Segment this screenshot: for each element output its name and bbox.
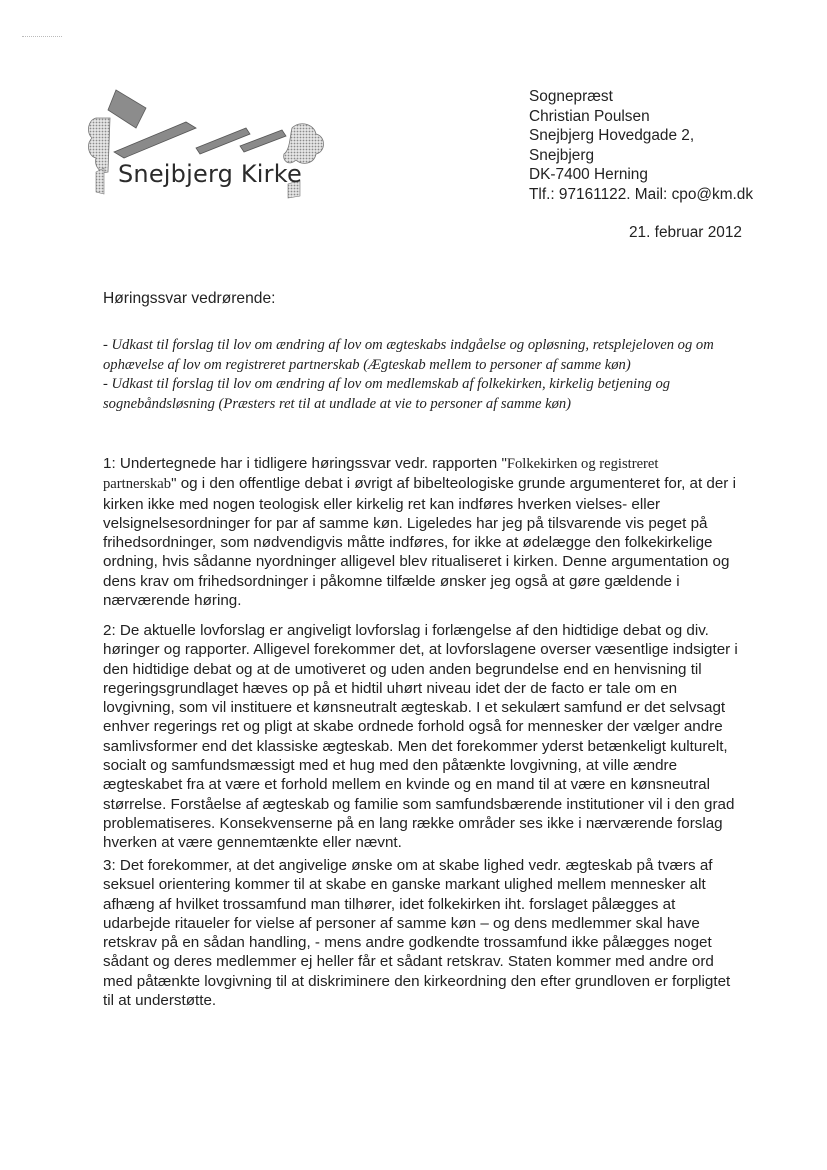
paragraph-line: hverken at være gennemtænkte eller nævnt. (103, 834, 402, 852)
report-title-part: partnerskab (103, 476, 172, 493)
paragraph-line: ægteskabet fra at være et forhold mellem en kvinde og en mand til at være en kønsneutral (103, 776, 710, 794)
paragraph-text: 1: Undertegnede har i tidligere høringssvar vedr. rapporten " (103, 455, 507, 472)
sender-town: Snejbjerg (529, 146, 595, 164)
subject-item-line: - Udkast til forslag til lov om ændring af lov om ægteskabs indgåelse og opløsning, retsplejeloven og om (103, 337, 714, 353)
paragraph-line: regeringsgrundlaget hæves op på et hidtil uhørt niveau idet der de facto er tale om en (103, 679, 678, 697)
paragraph-line (103, 474, 763, 494)
paragraph-1 (103, 454, 763, 610)
paragraph-line: høringer og rapporter. Alligevel forekommer det, at lovforslagene overser væsentlige indsigter i (103, 641, 738, 659)
paragraph-line: samlivsformer end det klassiske ægteskab. Men det forekommer yderst betænkeligt kulturelt, (103, 737, 728, 755)
paragraph-line: retskrav på en sådan handling, - mens andre godkendte trossamfund ikke pålægges noget (103, 934, 712, 952)
paragraph-line: sådant og deres medlemmer ej heller får et sådant retskrav. Staten kommer med andre ord (103, 953, 714, 971)
paragraph-line (103, 454, 763, 474)
paragraph-2 (103, 621, 763, 853)
paragraph-line: 3: Det forekommer, at det angivelige ønske om at skabe lighed vedr. ægteskab på tværs af (103, 857, 713, 874)
scan-edge-mark (22, 36, 62, 39)
paragraph-line: til at understøtte. (103, 992, 217, 1010)
subject-item-line: - Udkast til forslag til lov om ændring af lov om medlemskab af folkekirken, kirkelig betjening og (103, 376, 671, 392)
paragraph-line: dens krav om frihedsordninger i påkomne tilfælde ønsker jeg også at gøre gældende i (103, 572, 680, 590)
paragraph-line: størrelse. Forståelse af ægteskab og familie som samfundsbærende institutioner vil i den grad (103, 795, 735, 813)
letter-date: 21. februar 2012 (629, 224, 742, 241)
subject-item-line: sognebåndsløsning (Præsters ret til at undlade at vie to personer af samme køn) (103, 395, 572, 412)
paragraph-3 (103, 856, 763, 1010)
paragraph-line: 2: De aktuelle lovforslag er angiveligt lovforslag i forlængelse af den hidtidige debat og div. (103, 622, 709, 639)
sender-name: Christian Poulsen (529, 107, 650, 125)
sender-street: Snejbjerg Hovedgade 2, (529, 127, 695, 145)
paragraph-line: lovgivning, som vil instituere et kønsneutralt ægteskab. I et sekulært samfund er det selvsagt (103, 699, 726, 717)
paragraph-line: enhver regerings ret og pligt at skabe ordnede forhold også for mennesker der vælger andre (103, 718, 723, 736)
paragraph-line: velsignelsesordninger for par af samme køn. Ligeledes har jeg på tilsvarende vis peget på (103, 514, 708, 532)
paragraph-line: socialt og samfundsmæssigt med et hug med den påtænkte lovgivning, at ville ændre (103, 757, 678, 775)
paragraph-line: udarbejde ritaueler for vielse af personer af samme køn – og dens medlemmer skal have (103, 914, 700, 932)
paragraph-line: seksuel orientering kommer til at skabe en ganske markant ulighed mellem mennesker alt (103, 876, 706, 894)
paragraph-line: problematiseres. Konsekvenserne på en lang række områder ses ikke i nærværende forslag (103, 814, 723, 832)
paragraph-line: med påtænkte lovgivning til at diskriminere den kirkeordning den efter grundloven er forpligtet (103, 972, 731, 990)
sender-contact: Tlf.: 97161122. Mail: cpo@km.dk (529, 185, 754, 203)
paragraph-line: den hidtidige debat og at de umotiveret og uden anden begrundelse end en henvisning til (103, 660, 702, 678)
subject-item-line: ophævelse af lov om registreret partnerskab (Ægteskab mellem to personer af samme køn) (103, 356, 631, 373)
sender-postcode: DK-7400 Herning (529, 166, 648, 184)
paragraph-text: " og i den offentlige debat i øvrigt af bibelteologiske grunde argumenteret for, at der i (171, 475, 736, 493)
report-title-part: Folkekirken og registreret (506, 456, 659, 472)
church-logo (86, 88, 326, 204)
sender-address (529, 87, 753, 205)
paragraph-line: kirken ikke med nogen teologisk eller kirkelig ret kan indføres hverken vielses- eller (103, 495, 661, 513)
paragraph-line: frihedsordninger, som nødvendigvis måtte indføres, for ikke at ødelægge den folkekirkelige (103, 534, 713, 552)
subject-items (103, 336, 763, 414)
letter-subject: Høringssvar vedrørende: (103, 290, 276, 307)
church-logo-text: Snejbjerg Kirke (118, 160, 302, 188)
paragraph-line: afhæng af hvilket trossamfund man tilhører, idet folkekirken iht. forslaget pålægges at (103, 895, 676, 913)
sender-title: Sognepræst (529, 88, 613, 105)
paragraph-line: ordning, hvis sådanne nyordninger alligevel blev ritualiseret i kirken. Denne argumentation og (103, 553, 730, 571)
paragraph-line: nærværende høring. (103, 592, 242, 610)
